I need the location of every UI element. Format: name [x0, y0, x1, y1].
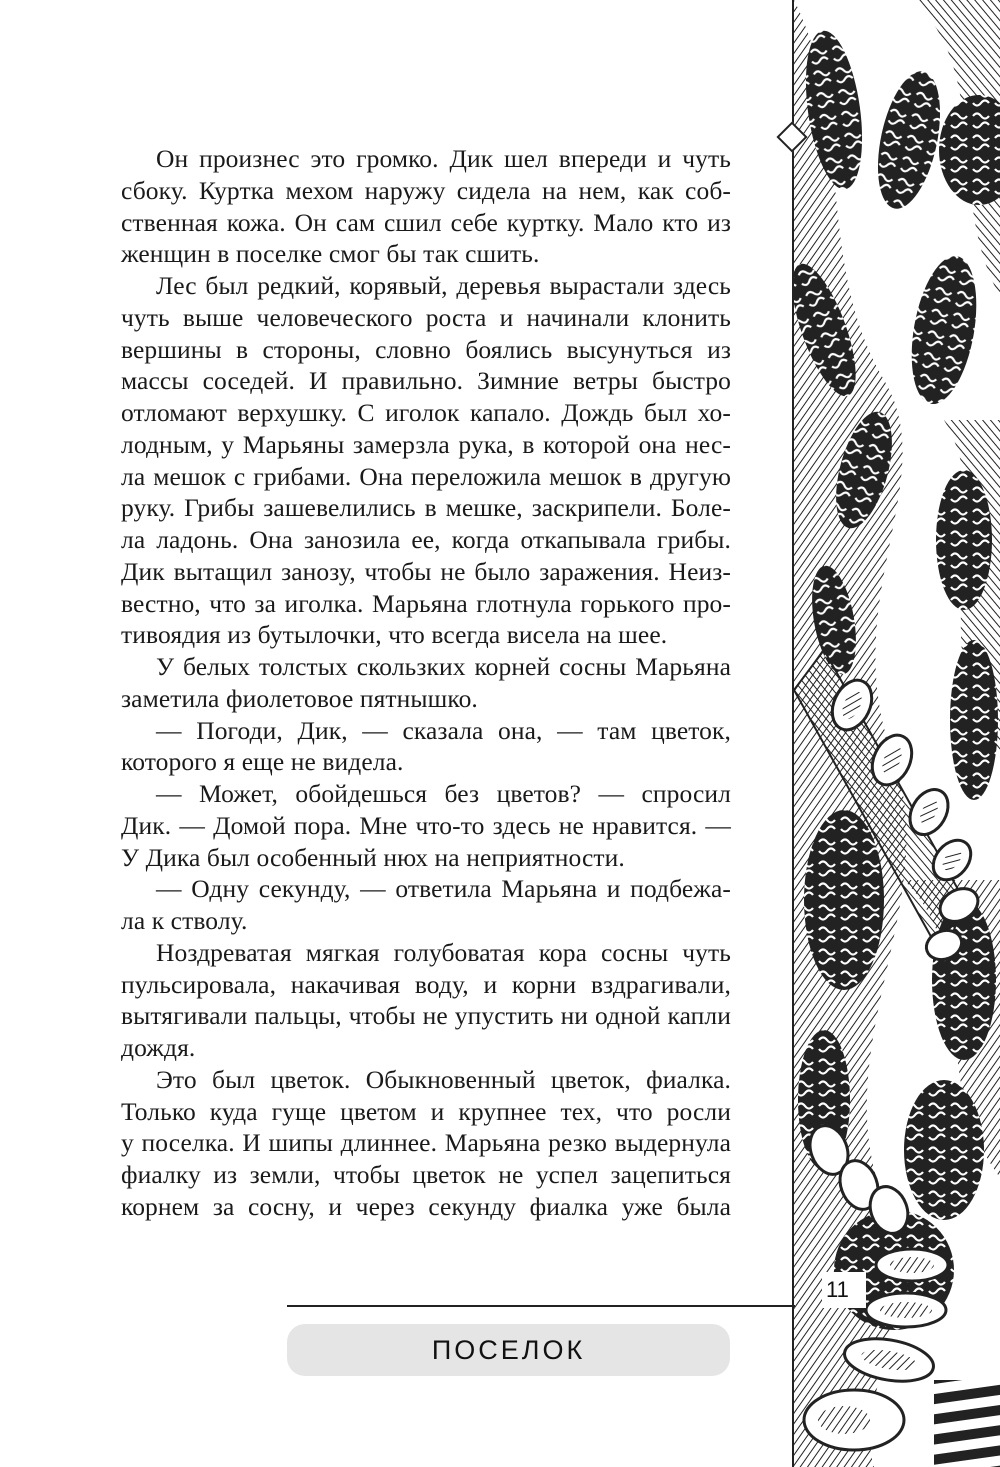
text-line: дождя.	[121, 1033, 196, 1062]
text-line: Ноздреватая мягкая голубоватая кора сосны чуть	[156, 937, 731, 967]
text-line: Дик вытащил занозу, чтобы не было заражения. Неиз-	[121, 556, 731, 586]
footer-divider	[287, 1305, 795, 1307]
text-line: Только куда гуще цветом и крупнее тех, что росли	[121, 1096, 731, 1126]
text-line: Лес был редкий, корявый, деревья вырастали здесь	[156, 271, 731, 300]
chapter-title: ПОСЕЛОК	[431, 1334, 586, 1365]
text-line: отломают верхушку. С иголок капало. Дождь был хо-	[121, 398, 731, 427]
text-line: ла к стволу.	[121, 906, 248, 935]
running-footer	[287, 1324, 730, 1376]
text-line: вестно, что за иголка. Марьяна глотнула горького про-	[121, 588, 731, 618]
text-line: руку. Грибы зашевелились в мешке, заскрипели. Боле-	[121, 493, 731, 523]
text-line: лодным, у Марьяны замерзла рука, в которой она нес-	[121, 429, 731, 459]
text-line: У белых толстых скользких корней сосны Марьяна	[156, 652, 731, 681]
text-line: ла мешок с грибами. Она переложила мешок в другую	[121, 461, 731, 491]
text-line: ственная кожа. Он сам сшил себе куртку. Мало кто из	[121, 207, 731, 237]
tentacle-pattern-icon	[794, 0, 1000, 1467]
text-line: у поселка. И шипы длиннее. Марьяна резко выдернула	[121, 1128, 731, 1158]
text-line: вершины в стороны, словно боялись высунуться из	[121, 334, 731, 364]
body-text	[121, 143, 731, 1223]
text-line: пульсировала, накачивая воду, и корни вздрагивали,	[121, 969, 731, 999]
text-line: чуть выше человеческого роста и начинали клонить	[121, 302, 731, 332]
text-line: тивоядия из бутылочки, что всегда висела на шее.	[121, 620, 668, 650]
text-line: корнем за сосну, и через секунду фиалка уже была	[121, 1191, 731, 1221]
ornamental-illustration	[792, 0, 1000, 1467]
text-line: сбоку. Куртка мехом наружу сидела на нем, как соб-	[121, 175, 731, 205]
text-line: Это был цветок. Обыкновенный цветок, фиалка.	[156, 1064, 731, 1094]
text-line: которого я еще не видела.	[121, 747, 404, 777]
page-number: 11	[822, 1272, 866, 1308]
text-line: фиалку из земли, чтобы цветок не успел зацепиться	[121, 1160, 731, 1189]
text-line: ла ладонь. Она занозила ее, когда откапывала грибы.	[121, 525, 731, 554]
text-line: Дик. — Домой пора. Мне что-то здесь не нравится. —	[121, 810, 731, 840]
text-line: Он произнес это громко. Дик шел впереди и чуть	[156, 144, 731, 173]
text-line: У Дика был особенный нюх на неприятности.	[121, 842, 625, 872]
text-line: вытягивали пальцы, чтобы не упустить ни одной капли	[121, 1001, 731, 1031]
text-line: — Одну секунду, — ответила Марьяна и подбежа-	[156, 874, 731, 904]
text-line: — Погоди, Дик, — сказала она, — там цветок,	[156, 715, 731, 745]
text-line: — Может, обойдешься без цветов? — спросил	[156, 779, 731, 808]
text-line: женщин в поселке смог бы так сшить.	[121, 239, 540, 269]
text-line: заметила фиолетовое пятнышко.	[121, 683, 478, 713]
text-line: массы соседей. И правильно. Зимние ветры быстро	[121, 366, 731, 396]
